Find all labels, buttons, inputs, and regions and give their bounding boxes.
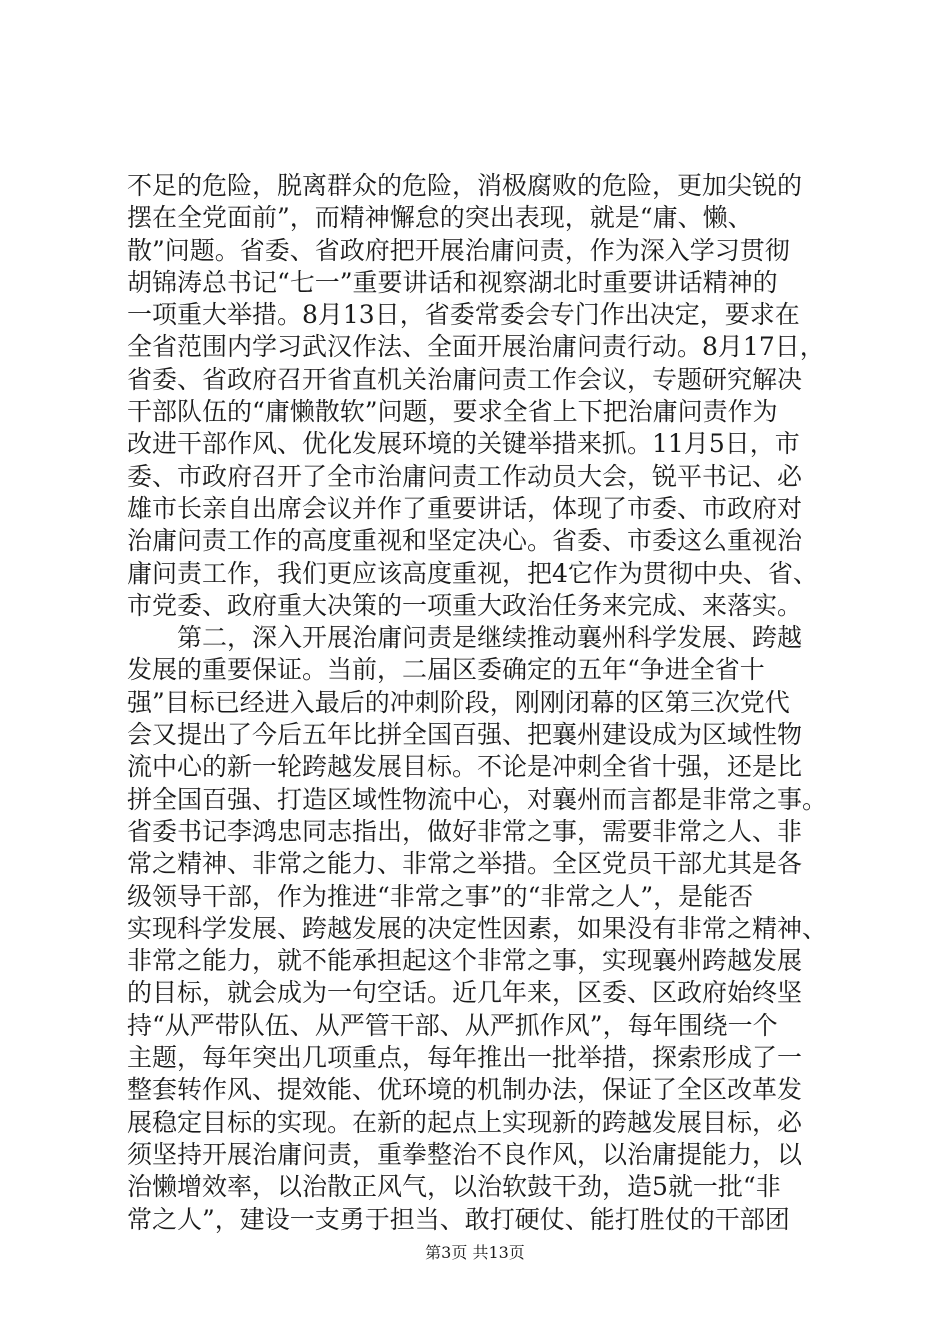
body-text — [127, 170, 827, 1236]
text-line: 会又提出了今后五年比拼全国百强、把襄州建设成为区域性物 — [127, 720, 803, 750]
text-line: 非常之能力，就不能承担起这个非常之事，实现襄州跨越发展 — [127, 946, 803, 976]
text-line: 级领导干部，作为推进“非常之事”的“非常之人”，是能否 — [127, 881, 754, 911]
text-line: 委、市政府召开了全市治庸问责工作动员大会，锐平书记、必 — [127, 461, 803, 491]
text-line: 市党委、政府重大决策的一项重大政治任务来完成、来落实。 — [127, 590, 803, 620]
text-line: 治庸问责工作的高度重视和坚定决心。省委、市委这么重视治 — [127, 526, 803, 556]
text-line: 发展的重要保证。当前，二届区委确定的五年“争进全省十 — [127, 655, 765, 685]
text-line: 治懒增效率，以治散正风气，以治软鼓干劲，造5就一批“非 — [127, 1172, 781, 1202]
text-line: 不足的危险，脱离群众的危险，消极腐败的危险，更加尖锐的 — [127, 171, 803, 200]
text-line: 全省范围内学习武汉作法、全面开展治庸问责行动。8月17日， — [127, 332, 825, 362]
text-line: 省委书记李鸿忠同志指出，做好非常之事，需要非常之人、非 — [127, 816, 803, 846]
text-line: 流中心的新一轮跨越发展目标。不论是冲刺全省十强，还是比 — [127, 752, 803, 782]
text-line: 持“从严带队伍、从严管干部、从严抓作风”，每年围绕一个 — [127, 1010, 778, 1040]
paragraph-start-line: 第二，深入开展治庸问责是继续推动襄州科学发展、跨越 — [177, 623, 803, 653]
text-line: 省委、省政府召开省直机关治庸问责工作会议，专题研究解决 — [127, 364, 803, 394]
text-line: 主题，每年突出几项重点，每年推出一批举措，探索形成了一 — [127, 1043, 803, 1073]
text-line: 须坚持开展治庸问责，重拳整治不良作风，以治庸提能力，以 — [127, 1139, 803, 1169]
text-line: 摆在全党面前”，而精神懈怠的突出表现，就是“庸、懒、 — [127, 203, 753, 233]
text-line: 散”问题。省委、省政府把开展治庸问责，作为深入学习贯彻 — [127, 235, 790, 265]
text-line: 一项重大举措。8月13日，省委常委会专门作出决定，要求在 — [127, 300, 800, 330]
text-line: 改进干部作风、优化发展环境的关键举措来抓。11月5日，市 — [127, 429, 800, 459]
text-line: 展稳定目标的实现。在新的起点上实现新的跨越发展目标，必 — [127, 1107, 803, 1137]
text-line: 强”目标已经进入最后的冲刺阶段，刚刚闭幕的区第三次党代 — [127, 687, 790, 717]
text-line: 实现科学发展、跨越发展的决定性因素，如果没有非常之精神、 — [127, 913, 828, 943]
text-line: 雄市长亲自出席会议并作了重要讲话，体现了市委、市政府对 — [127, 493, 803, 523]
text-line: 常之精神、非常之能力、非常之举措。全区党员干部尤其是各 — [127, 849, 803, 879]
text-line: 胡锦涛总书记“七一”重要讲话和视察湖北时重要讲话精神的 — [127, 267, 778, 297]
page-number-footer: 第3页 共13页 — [425, 1243, 525, 1262]
text-line: 常之人”，建设一支勇于担当、敢打硬仗、能打胜仗的干部团 — [127, 1204, 790, 1234]
text-line: 的目标，就会成为一句空话。近几年来，区委、区政府始终坚 — [127, 978, 803, 1008]
text-line: 拼全国百强、打造区域性物流中心，对襄州而言都是非常之事。 — [127, 784, 828, 814]
text-line: 整套转作风、提效能、优环境的机制办法，保证了全区改革发 — [127, 1075, 803, 1105]
text-line: 干部队伍的“庸懒散软”问题，要求全省上下把治庸问责作为 — [127, 397, 778, 427]
text-line: 庸问责工作，我们更应该高度重视，把4它作为贯彻中央、省、 — [127, 558, 818, 588]
